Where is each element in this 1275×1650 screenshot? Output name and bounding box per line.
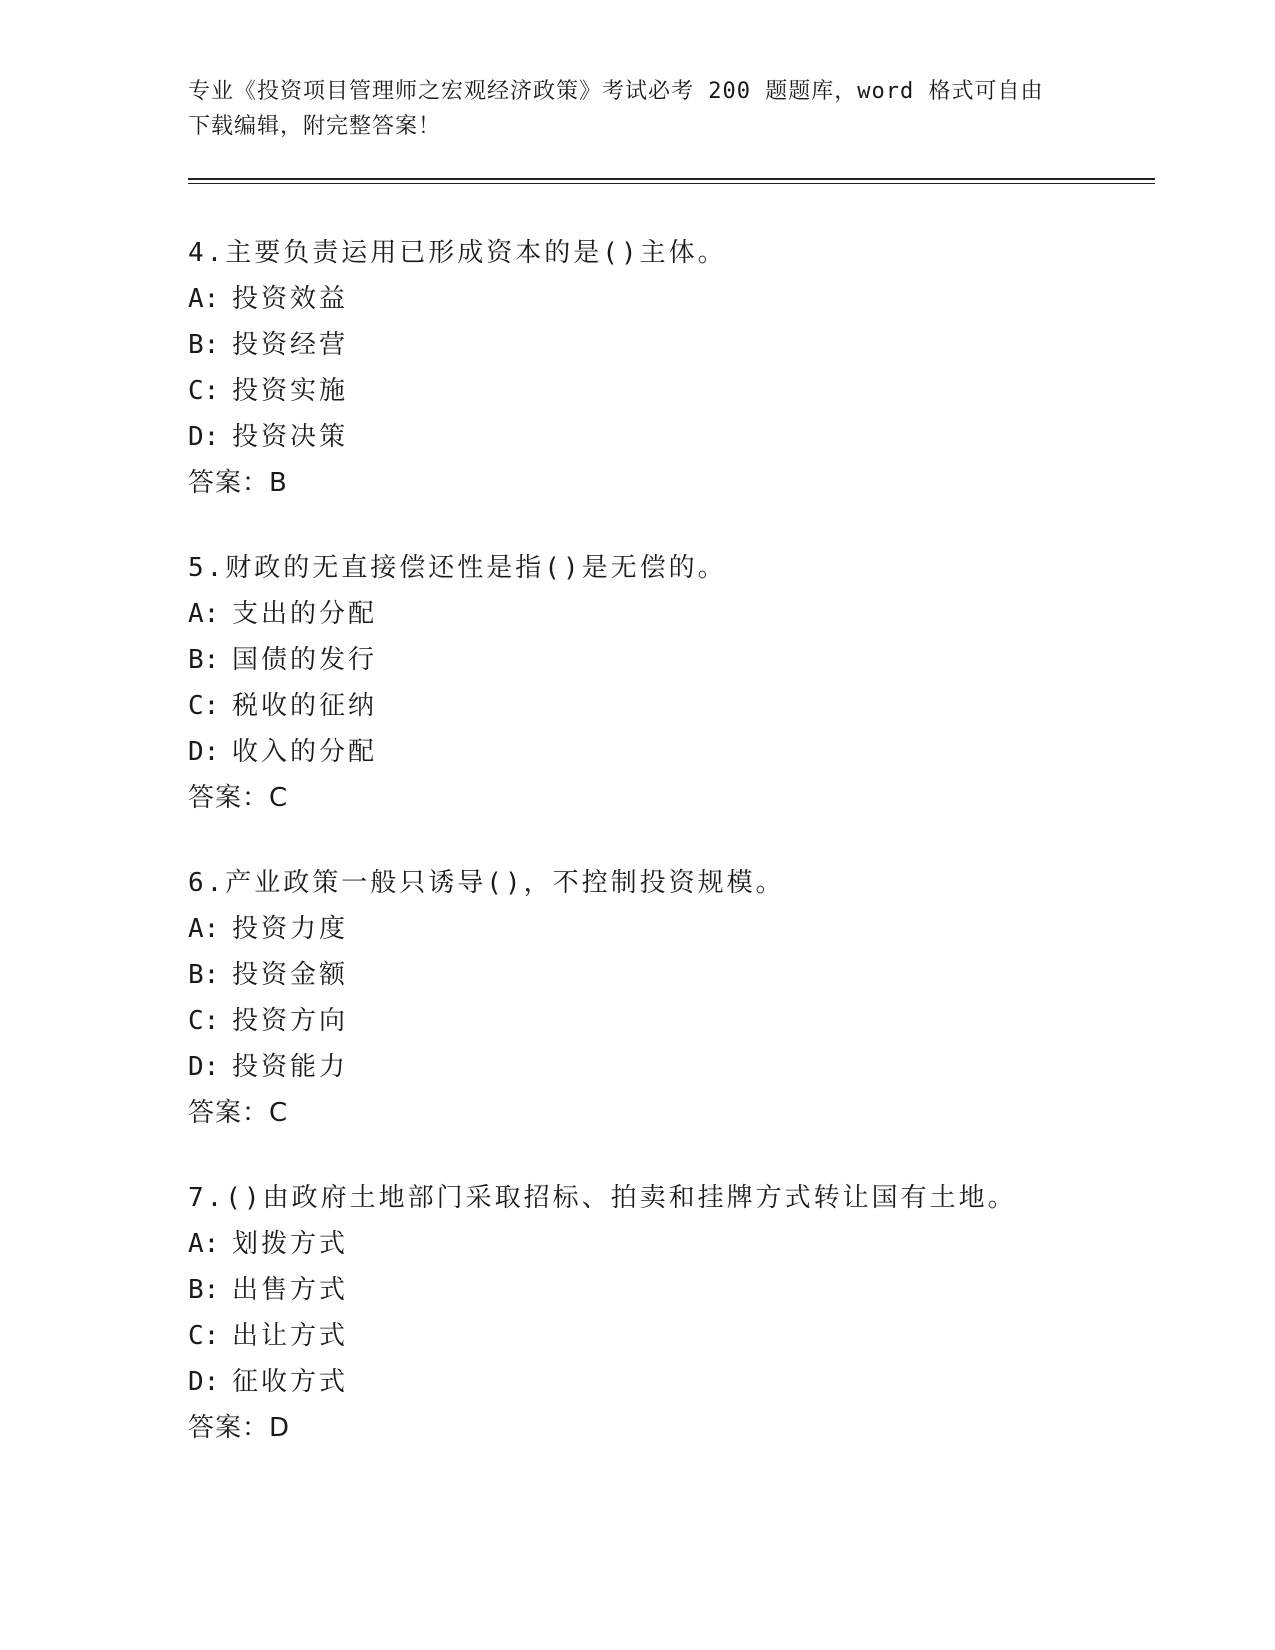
question-text: 5.财政的无直接偿还性是指()是无偿的。 [188,553,727,583]
option-c [188,1321,1148,1351]
question-text: 6.产业政策一般只诱导()，不控制投资规模。 [188,868,785,898]
option-text: 投资金额 [232,960,349,990]
answer-line: 答案：C [188,783,289,813]
answer-line: 答案：D [188,1413,291,1443]
option-text: 出售方式 [232,1275,349,1305]
option-letter: D: [188,737,220,767]
option-d [188,737,1148,767]
option-letter: B: [188,960,220,990]
header-line-2: 下载编辑，附完整答案！ [188,114,442,139]
option-text: 税收的征纳 [232,691,378,721]
option-letter: A: [188,284,220,314]
option-letter: B: [188,1275,220,1305]
option-text: 投资实施 [232,376,349,406]
option-text: 出让方式 [232,1321,349,1351]
option-letter: D: [188,422,220,452]
header-line-1: 专业《投资项目管理师之宏观经济政策》考试必考 200 题题库，word 格式可自由 [188,79,1044,104]
option-a [188,1229,1148,1259]
option-text: 投资经营 [232,330,349,360]
option-b [188,1275,1148,1305]
option-text: 征收方式 [232,1367,349,1397]
option-letter: C: [188,1006,220,1036]
option-text: 投资效益 [232,284,349,314]
question-block [188,238,1148,498]
option-b [188,645,1148,675]
option-letter: B: [188,330,220,360]
option-letter: D: [188,1052,220,1082]
answer-line: 答案：C [188,1098,289,1128]
option-c [188,1006,1148,1036]
question-text: 7.()由政府土地部门采取招标、拍卖和挂牌方式转让国有土地。 [188,1183,1017,1213]
option-d [188,1052,1148,1082]
option-letter: C: [188,376,220,406]
option-c [188,691,1148,721]
option-a [188,914,1148,944]
option-c [188,376,1148,406]
question-block [188,1183,1148,1443]
header-divider-thick [188,178,1155,180]
option-letter: A: [188,914,220,944]
option-text: 划拨方式 [232,1229,349,1259]
question-block [188,553,1148,813]
option-text: 投资方向 [232,1006,349,1036]
option-a [188,599,1148,629]
option-a [188,284,1148,314]
option-letter: A: [188,1229,220,1259]
option-text: 投资决策 [232,422,349,452]
option-letter: C: [188,691,220,721]
option-text: 投资力度 [232,914,349,944]
question-text: 4.主要负责运用已形成资本的是()主体。 [188,238,727,268]
option-letter: B: [188,645,220,675]
option-text: 支出的分配 [232,599,378,629]
question-block [188,868,1148,1128]
option-d [188,422,1148,452]
header-divider-thin [188,183,1155,184]
option-text: 收入的分配 [232,737,378,767]
option-letter: C: [188,1321,220,1351]
option-b [188,960,1148,990]
answer-line: 答案：B [188,468,288,498]
option-text: 国债的发行 [232,645,378,675]
option-letter: A: [188,599,220,629]
option-b [188,330,1148,360]
document-header [188,74,1088,144]
option-letter: D: [188,1367,220,1397]
option-d [188,1367,1148,1397]
option-text: 投资能力 [232,1052,349,1082]
